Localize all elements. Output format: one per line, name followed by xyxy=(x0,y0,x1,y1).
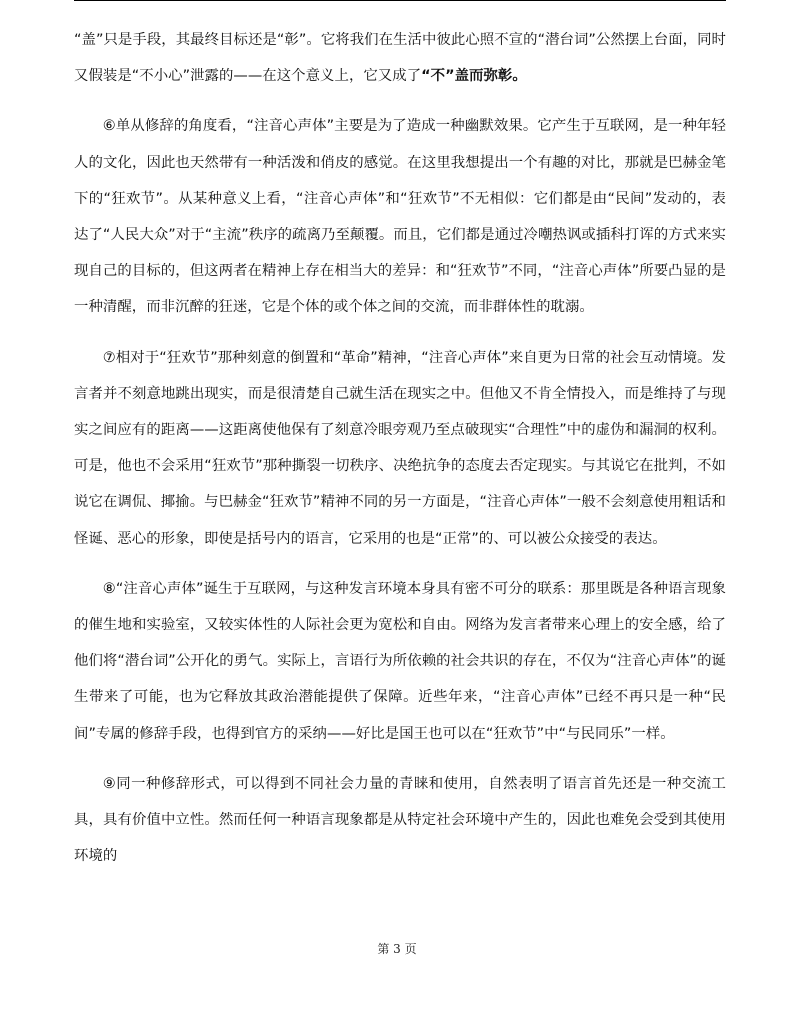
paragraph-text: ⑦相对于“狂欢节”那种刻意的倒置和“革命”精神，“注音心声体”来自更为日常的社会互动情境。发言者并不刻意地跳出现实，而是很清楚自己就生活在现实之中。但他又不肯全情投入，而是维持了与现实之间应有的距离——这距离使他保有了刻意冷眼旁观乃至点破现实“合理性”中的虚伪和漏洞的权利。可是，他也不会采用“狂欢节”那种撕裂一切秩序、决绝抗争的态度去否定现实。与其说它在批判，不如说它在调侃、揶揄。与巴赫金“狂欢节”精神不同的另一方面是，“注音心声体”一般不会刻意使用粗话和怪诞、恶心的形象，即使是括号内的语言，它采用的也是“正常”的、可以被公众接受的表达。 xyxy=(74,349,726,547)
paragraph-8 xyxy=(74,571,726,752)
paragraph-continuation xyxy=(74,22,726,94)
paragraph-bold-text: “不”盖而弥彰。 xyxy=(421,68,527,85)
paragraph-9 xyxy=(74,766,726,875)
header-rule xyxy=(74,0,726,1)
paragraph-text: “盖”只是手段，其最终目标还是“彰”。它将我们在生活中彼此心照不宣的“潜台词”公然摆上台面，同时又假装是“不小心”泄露的——在这个意义上，它又成了 xyxy=(74,32,726,85)
paragraph-7 xyxy=(74,340,726,557)
paragraph-text: ⑥单从修辞的角度看，“注音心声体”主要是为了造成一种幽默效果。它产生于互联网，是一种年轻人的文化，因此也天然带有一种活泼和俏皮的感觉。在这里我想提出一个有趣的对比，那就是巴赫金笔下的“狂欢节”。从某种意义上看，“注音心声体”和“狂欢节”不无相似：它们都是由“民间”发动的，表达了“人民大众”对于“主流”秩序的疏离乃至颠覆。而且，它们都是通过冷嘲热讽或插科打诨的方式来实现自己的目标的，但这两者在精神上存在相当大的差异：和“狂欢节”不同，“注音心声体”所要凸显的是一种清醒，而非沉醉的狂迷，它是个体的或个体之间的交流，而非群体性的耽溺。 xyxy=(74,118,726,316)
paragraph-text: ⑧“注音心声体”诞生于互联网，与这种发言环境本身具有密不可分的联系：那里既是各种语言现象的催生地和实验室，又较实体性的人际社会更为宽松和自由。网络为发言者带来心理上的安全感，给了他们将“潜台词”公开化的勇气。实际上，言语行为所依赖的社会共识的存在，不仅为“注音心声体”的诞生带来了可能，也为它释放其政治潜能提供了保障。近些年来，“注音心声体”已经不再只是一种“民间”专属的修辞手段，也得到官方的采纳——好比是国王也可以在“狂欢节”中“与民同乐”一样。 xyxy=(74,580,726,742)
paragraph-text: ⑨同一种修辞形式，可以得到不同社会力量的青睐和使用，自然表明了语言首先还是一种交流工具，具有价值中立性。然而任何一种语言现象都是从特定社会环境中产生的，因此也难免会受到其使用环境的 xyxy=(74,775,726,865)
page-number: 第 3 页 xyxy=(377,942,417,956)
document-body xyxy=(74,22,726,888)
paragraph-6 xyxy=(74,108,726,325)
